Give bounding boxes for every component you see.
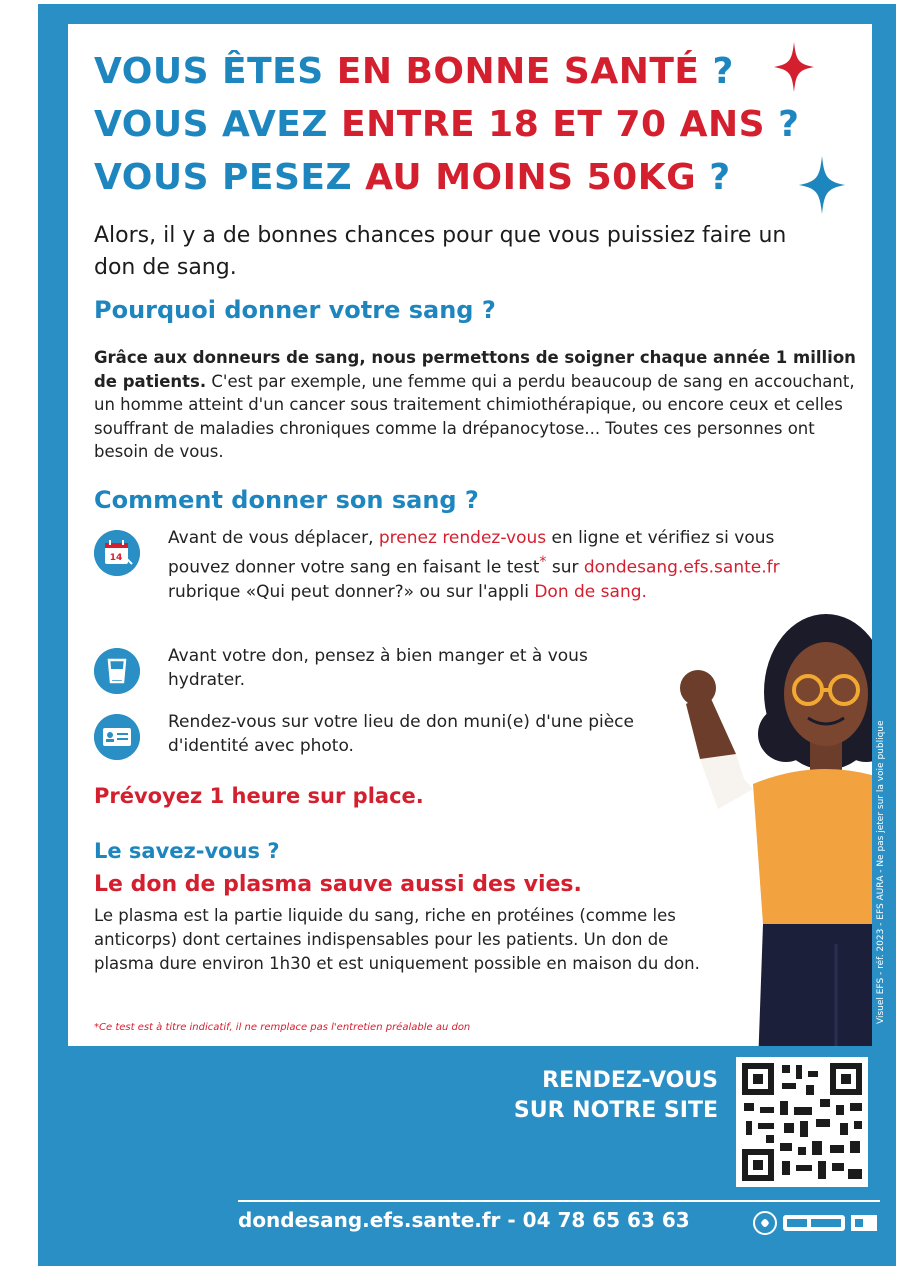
why-body-bold: Grâce aux donneurs de sang, nous permettons de soigner chaque année 1 million de patients. [94,348,856,391]
why-title: Pourquoi donner votre sang ? [94,296,496,324]
poster-content [68,24,872,1046]
headline-line-1 [94,52,734,92]
woman-illustration [648,584,872,1046]
intro-text: Alors, il y a de bonnes chances pour que vous puissiez faire un don de sang. [94,223,787,280]
headline-3-lead: VOUS PESEZ [94,157,366,198]
how-title: Comment donner son sang ? [94,486,479,514]
poster-frame [38,4,896,1266]
headline-1-end: ? [699,51,734,92]
sparkle-red-icon [774,42,814,92]
why-body [94,346,864,464]
glass-icon [94,648,140,694]
calendar-icon [94,530,140,576]
plasma-title: Le don de plasma sauve aussi des vies. [94,872,582,897]
qr-code[interactable] [736,1057,868,1187]
headline-2-end: ? [765,104,800,145]
efs-logo [753,1209,881,1237]
step1-website-highlight: dondesang.efs.sante.fr [583,557,780,578]
headline-2-lead: VOUS AVEZ [94,104,342,145]
plasma-body: Le plasma est la partie liquide du sang, riche en protéines (comme les anticorps) dont certaines indispensables pour les patients. Un don de plasma dure environ 1h30 et est uniquement possible en maison du don. [94,906,700,973]
plan-one-hour: Prévoyez 1 heure sur place. [94,784,424,808]
step-hydrate [94,644,714,704]
credit-text: Visuel EFS - réf. 2023 - EFS AURA - Ne pas jeter sur la voie publique [876,720,886,1024]
headline-line-2 [94,105,799,145]
headline-line-3 [94,158,731,198]
step1-asterisk: * [539,554,547,570]
step1-part2: en ligne et vérifiez si vous pouvez donner votre sang en faisant le test [168,528,775,578]
footer-contact[interactable]: dondesang.efs.sante.fr - 04 78 65 63 63 [238,1208,690,1232]
step-id [94,710,714,770]
sparkle-blue-icon [798,156,846,214]
why-body-text: C'est par exemple, une femme qui a perdu beaucoup de sang en accouchant, un homme atteint d'un cancer sous traitement chimiothérapique, ou encore ceux et celles souffrant de maladies chroniques comme la drépanocytose... Toutes ces personnes ont besoin de vous. [94,371,855,461]
footnote: *Ce test est à titre indicatif, il ne remplace pas l'entretien préalable au don [94,1022,471,1033]
step-hydrate-text: Avant votre don, pensez à bien manger et à vous hydrater. [168,646,588,690]
step1-part3: sur [546,557,584,578]
cta-block [478,1066,718,1126]
step1-part1: Avant de vous déplacer, [168,528,379,548]
know-title: Le savez-vous ? [94,839,280,863]
step-id-text: Rendez-vous sur votre lieu de don muni(e) d'une pièce d'identité avec photo. [168,712,634,756]
vertical-credit [876,604,890,1024]
step1-part4: rubrique «Qui peut donner?» ou sur l'appli [168,581,535,602]
step1-app-highlight: Don de sang. [534,581,647,602]
step-appointment [94,526,780,626]
cta-line-1: RENDEZ-VOUS [542,1068,718,1093]
headline-2-highlight: ENTRE 18 ET 70 ANS [341,104,766,145]
step1-rendezvous-highlight: prenez rendez-vous [378,528,547,548]
cta-line-2: SUR NOTRE SITE [513,1098,718,1123]
headline-1-highlight: EN BONNE SANTÉ [336,51,700,92]
headline-3-highlight: AU MOINS 50KG [365,157,697,198]
headline-3-end: ? [696,157,731,198]
footer-divider [238,1200,880,1202]
id-card-icon [94,714,140,760]
calendar-badge: 14 [109,553,123,563]
headline-1-lead: VOUS ÊTES [94,51,337,92]
